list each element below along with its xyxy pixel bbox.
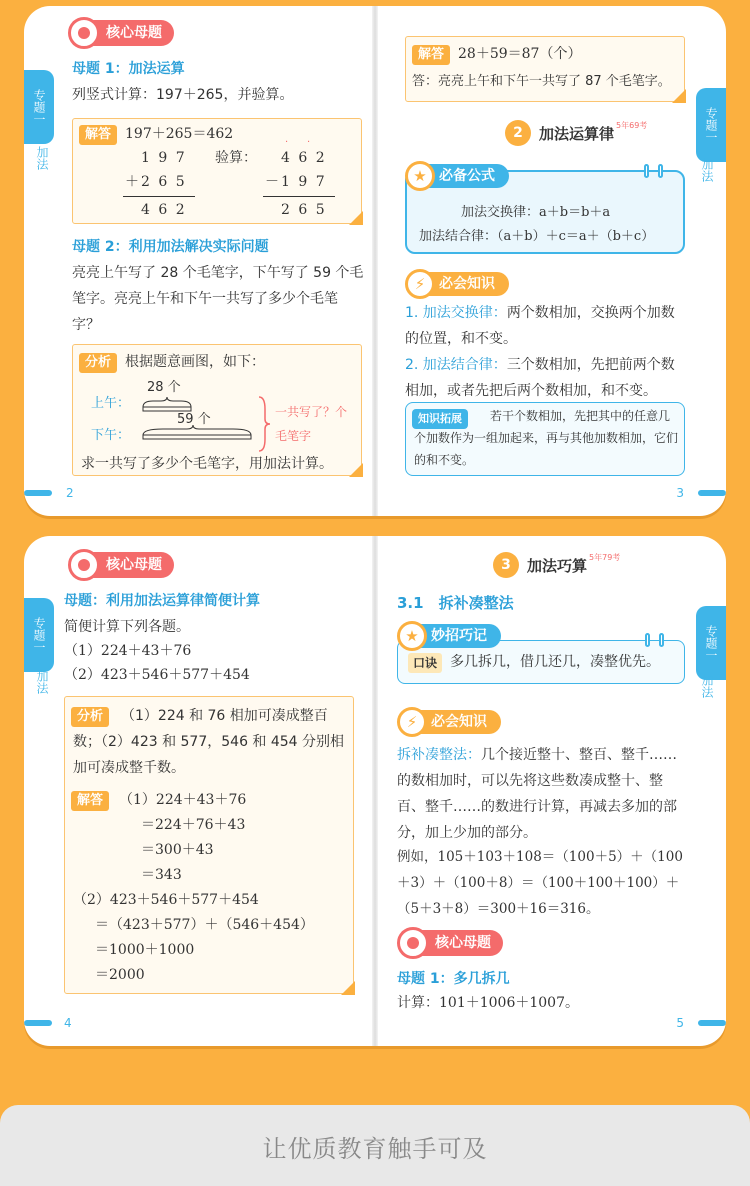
q-text: 简便计算下列各题。	[64, 619, 190, 635]
q2-analysis-box	[72, 344, 362, 476]
analysis-tag: 分析	[71, 707, 109, 727]
page-bar	[24, 490, 52, 496]
star-icon: ★	[397, 621, 427, 651]
q2-answer-box	[405, 36, 685, 102]
q-title: 母题：利用加法运算律简便计算	[64, 593, 260, 609]
topic-tab[interactable]: 专题一	[24, 70, 54, 144]
answer1-line1: （1）224＋43＋76	[119, 792, 247, 808]
check-label: 验算：	[215, 150, 257, 166]
page-number: 5	[676, 1016, 684, 1030]
trick-badge: ★ 妙招巧记	[401, 624, 501, 648]
clip-icon	[644, 164, 649, 178]
target-icon	[68, 549, 100, 581]
knowledge-item-2: 2. 加法结合律：三个数相加，先把前两个数相加，或者先把后两个数相加，和不变。	[405, 357, 675, 399]
analysis-tag: 分析	[79, 353, 117, 373]
carry-dot: ·	[307, 137, 311, 148]
section-note: 5年79考	[589, 553, 621, 562]
knowledge-item-1: 1. 加法交换律：两个数相加，交换两个加数的位置，和不变。	[405, 305, 675, 347]
book-spread-1	[24, 6, 726, 516]
carry-dot: ·	[285, 137, 289, 148]
check-row1: 4 6 2	[281, 150, 327, 166]
formula-associative: 加法结合律：（a＋b）＋c＝a＋（b＋c）	[419, 229, 655, 244]
page-3	[375, 6, 726, 516]
brace-icon	[257, 395, 271, 453]
core-topic-badge: 核心母题	[72, 552, 174, 578]
extension-tag: 知识拓展	[412, 409, 468, 429]
analysis-text: 根据题意画图，如下：	[125, 354, 265, 370]
page-number: 4	[64, 1016, 72, 1030]
answer-tag: 解答	[71, 791, 109, 811]
page-5	[375, 536, 726, 1046]
q1-title: 母题 1：加法运算	[72, 61, 185, 77]
footer-bar	[0, 1105, 750, 1186]
topic-tab[interactable]: 专题一	[696, 88, 726, 162]
q-item-2: （2）423＋546＋577＋454	[64, 667, 250, 683]
q1-equation: 197＋265＝462	[125, 126, 234, 142]
page-2	[24, 6, 375, 516]
section-title: 加法巧算	[527, 556, 588, 575]
answer-equation: 28＋59＝87（个）	[458, 46, 582, 62]
book-spread-2	[24, 536, 726, 1046]
target-icon	[397, 927, 429, 959]
footer-slogan: 让优质教育触手可及	[262, 1135, 488, 1163]
diagram-total-label-2: 毛笔字	[275, 429, 312, 443]
clip-icon	[658, 164, 663, 178]
q-solution-box	[64, 696, 354, 994]
page-bar	[24, 1020, 52, 1026]
check-row3: 2 6 5	[281, 202, 327, 218]
lightning-icon: ⚡	[397, 707, 427, 737]
line-diagram	[133, 397, 263, 451]
answer-tag: 解答	[79, 125, 117, 145]
section-heading	[493, 552, 620, 578]
answer1-line2: ＝224＋76＋43	[141, 817, 246, 833]
diagram-28: 28 个	[147, 380, 181, 395]
q1-text: 计算：101＋1006＋1007。	[397, 995, 579, 1011]
subsection-title: 3.1 拆补凑整法	[397, 594, 514, 612]
topic-word: 加法	[35, 670, 49, 694]
section-number: 3	[493, 552, 519, 578]
formula-commutative: 加法交换律：a＋b＝b＋a	[461, 205, 611, 220]
q-item-1: （1）224＋43＋76	[64, 643, 192, 659]
q2-text: 亮亮上午写了 28 个毛笔字，下午写了 59 个毛笔字。亮亮上午和下午一共写了多少个毛笔字？	[72, 265, 364, 333]
answer-text: 答：亮亮上午和下午一共写了 87 个毛笔字。	[412, 74, 671, 89]
knowledge-text: 拆补凑整法：几个接近整十、整百、整千……的数相加时，可以先将这些数凑成整十、整百、整千……的数进行计算，再减去多加的部分，加上少加的部分。	[397, 747, 677, 841]
page-bar	[698, 1020, 726, 1026]
formula-badge: ★ 必备公式	[409, 164, 509, 188]
q1-answer-box	[72, 118, 362, 224]
vertical-calc-row2: ＋2 6 5	[125, 174, 187, 190]
topic-word: 加法	[700, 674, 714, 698]
answer2-line3: ＝1000＋1000	[95, 942, 195, 958]
topic-word: 加法	[35, 146, 49, 170]
knowledge-badge: ⚡ 必会知识	[409, 272, 509, 296]
clip-icon	[645, 633, 650, 647]
diagram-morning-label: 上午：	[91, 396, 131, 411]
diagram-afternoon-label: 下午：	[91, 428, 131, 443]
page-4	[24, 536, 375, 1046]
diagram-total-label: 一共写了？个	[275, 405, 348, 419]
answer-tag: 解答	[412, 45, 450, 65]
core-topic-badge: 核心母题	[401, 930, 503, 956]
star-icon: ★	[405, 161, 435, 191]
vertical-calc-row1: 1 9 7	[141, 150, 187, 166]
target-icon	[68, 17, 100, 49]
lightning-icon: ⚡	[405, 269, 435, 299]
core-topic-badge: 核心母题	[72, 20, 174, 46]
q1-text: 列竖式计算：197＋265，并验算。	[72, 87, 294, 103]
topic-tab[interactable]: 专题一	[696, 606, 726, 680]
answer2-line1: （2）423＋546＋577＋454	[73, 892, 259, 908]
q1-title: 母题 1：多几拆几	[397, 971, 510, 987]
section-heading	[505, 120, 647, 146]
answer1-line4: ＝343	[141, 867, 182, 883]
analysis-conclusion: 求一共写了多少个毛笔字，用加法计算。	[81, 456, 333, 472]
analysis-text: （1）224 和 76 相加可凑成整百数；（2）423 和 577，546 和 454 分别相加可凑成整千数。	[73, 708, 345, 776]
topic-tab[interactable]: 专题一	[24, 598, 54, 672]
koujue-tag: 口诀	[408, 653, 442, 673]
diagram-59: 59 个	[177, 412, 211, 427]
example-text: 例如，105＋103＋108＝（100＋5）＋（100＋3）＋（100＋8）＝（100＋100＋100）＋（5＋3＋8）＝300＋16＝316。	[397, 849, 683, 917]
page-number: 3	[676, 486, 684, 500]
extension-text: 若干个数相加，先把其中的任意几个加数作为一组加起来，再与其他加数相加，它们的和不变。	[414, 409, 679, 467]
knowledge-badge: ⚡ 必会知识	[401, 710, 501, 734]
section-number: 2	[505, 120, 531, 146]
section-title: 加法运算律	[539, 124, 615, 143]
knowledge-extension-box	[405, 402, 685, 476]
page-bar	[698, 490, 726, 496]
vertical-calc-row3: 4 6 2	[141, 202, 187, 218]
koujue-text: 多几拆几，借几还几，凑整优先。	[450, 654, 660, 670]
topic-word: 加法	[700, 158, 714, 182]
q2-title: 母题 2：利用加法解决实际问题	[72, 239, 269, 255]
clip-icon	[659, 633, 664, 647]
section-note: 5年69考	[616, 121, 648, 130]
answer2-line4: ＝2000	[95, 967, 145, 983]
answer2-line2: ＝（423＋577）＋（546＋454）	[95, 917, 314, 933]
answer1-line3: ＝300＋43	[141, 842, 214, 858]
page-number: 2	[66, 486, 74, 500]
check-row2: －1 9 7	[265, 174, 327, 190]
